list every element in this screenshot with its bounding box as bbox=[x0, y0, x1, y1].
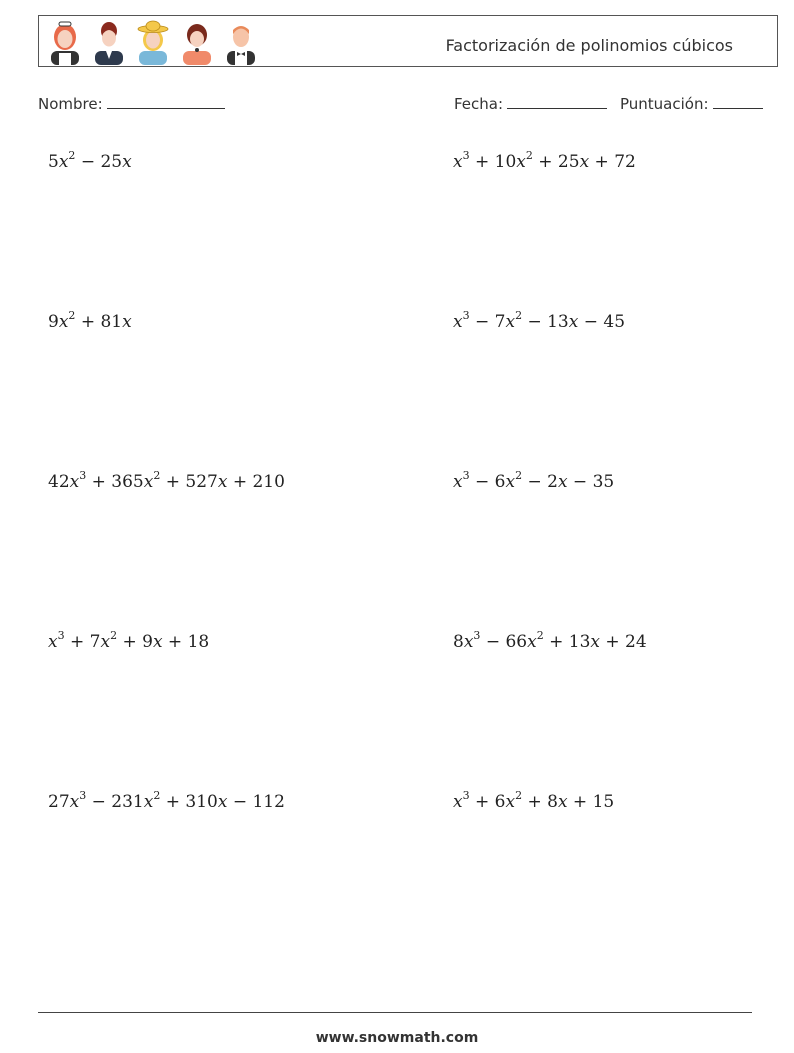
worksheet-title: Factorización de polinomios cúbicos bbox=[445, 36, 733, 55]
variable: x bbox=[69, 472, 80, 492]
term-text: + 7 bbox=[64, 632, 101, 652]
variable: x bbox=[463, 632, 474, 652]
exponent: 2 bbox=[515, 789, 523, 802]
exponent: 3 bbox=[462, 789, 470, 802]
exponent: 2 bbox=[153, 469, 161, 482]
term-text: − 112 bbox=[227, 792, 285, 812]
term-text: − 66 bbox=[480, 632, 528, 652]
problem-10 bbox=[453, 789, 615, 812]
avatar-waiter-icon bbox=[223, 19, 259, 65]
exponent: 2 bbox=[68, 149, 76, 162]
exponent: 3 bbox=[462, 309, 470, 322]
term-text: − 45 bbox=[578, 312, 626, 332]
exponent: 2 bbox=[68, 309, 76, 322]
term-text: + 10 bbox=[469, 152, 517, 172]
score-label: Puntuación: bbox=[620, 95, 709, 113]
avatar-maid-icon bbox=[47, 19, 83, 65]
variable: x bbox=[505, 312, 516, 332]
variable: x bbox=[557, 792, 568, 812]
date-label: Fecha: bbox=[454, 95, 504, 113]
avatar-woman-icon bbox=[91, 19, 127, 65]
variable: x bbox=[505, 472, 516, 492]
problem-2 bbox=[453, 149, 636, 172]
problem-9 bbox=[48, 789, 285, 812]
variable: x bbox=[505, 792, 516, 812]
exponent: 2 bbox=[525, 149, 533, 162]
score-blank[interactable] bbox=[713, 94, 763, 109]
term-text: 9 bbox=[48, 312, 59, 332]
term-text: + 310 bbox=[160, 792, 218, 812]
variable: x bbox=[217, 472, 228, 492]
term-text: 42 bbox=[48, 472, 70, 492]
term-text: + 81 bbox=[75, 312, 123, 332]
exponent: 2 bbox=[110, 629, 118, 642]
exponent: 2 bbox=[515, 309, 523, 322]
problem-3 bbox=[48, 309, 132, 332]
term-text: + 25 bbox=[532, 152, 580, 172]
variable: x bbox=[143, 792, 154, 812]
footer-divider bbox=[38, 1012, 752, 1013]
term-text: − 2 bbox=[522, 472, 558, 492]
term-text: + 210 bbox=[227, 472, 285, 492]
term-text: − 25 bbox=[75, 152, 123, 172]
variable: x bbox=[453, 472, 463, 492]
problem-4 bbox=[453, 309, 626, 332]
term-text: − 35 bbox=[567, 472, 615, 492]
term-text: + 9 bbox=[117, 632, 153, 652]
term-text: − 7 bbox=[469, 312, 506, 332]
exponent: 3 bbox=[57, 629, 65, 642]
variable: x bbox=[217, 792, 228, 812]
term-text: 8 bbox=[453, 632, 464, 652]
term-text: + 6 bbox=[469, 792, 506, 812]
term-text: + 13 bbox=[543, 632, 591, 652]
exponent: 2 bbox=[153, 789, 161, 802]
term-text: + 24 bbox=[599, 632, 647, 652]
avatar-farmer-icon bbox=[135, 19, 171, 65]
term-text: − 231 bbox=[86, 792, 144, 812]
problem-1 bbox=[48, 149, 132, 172]
problem-5 bbox=[48, 469, 285, 492]
term-text: + 527 bbox=[160, 472, 218, 492]
exponent: 3 bbox=[462, 469, 470, 482]
variable: x bbox=[453, 312, 463, 332]
variable: x bbox=[100, 632, 111, 652]
problem-8 bbox=[453, 629, 647, 652]
variable: x bbox=[568, 312, 579, 332]
term-text: + 8 bbox=[522, 792, 558, 812]
date-field bbox=[454, 94, 607, 113]
problem-6 bbox=[453, 469, 615, 492]
exponent: 3 bbox=[473, 629, 481, 642]
variable: x bbox=[527, 632, 537, 652]
variable: x bbox=[122, 312, 132, 332]
variable: x bbox=[58, 152, 69, 172]
variable: x bbox=[69, 792, 80, 812]
variable: x bbox=[58, 312, 69, 332]
variable: x bbox=[453, 792, 463, 812]
term-text: 27 bbox=[48, 792, 70, 812]
avatar-girl-icon bbox=[179, 19, 215, 65]
exponent: 3 bbox=[462, 149, 470, 162]
variable: x bbox=[579, 152, 590, 172]
name-blank[interactable] bbox=[107, 94, 225, 109]
variable: x bbox=[453, 152, 463, 172]
date-blank[interactable] bbox=[507, 94, 607, 109]
footer-url: www.snowmath.com bbox=[315, 1030, 479, 1046]
exponent: 2 bbox=[515, 469, 523, 482]
score-field bbox=[620, 94, 763, 113]
variable: x bbox=[152, 632, 163, 652]
worksheet-header bbox=[38, 15, 778, 67]
variable: x bbox=[516, 152, 526, 172]
variable: x bbox=[557, 472, 568, 492]
exponent: 3 bbox=[79, 469, 87, 482]
term-text: + 72 bbox=[589, 152, 636, 172]
variable: x bbox=[48, 632, 58, 652]
name-label: Nombre: bbox=[38, 95, 103, 113]
term-text: + 365 bbox=[86, 472, 144, 492]
exponent: 2 bbox=[536, 629, 544, 642]
term-text: − 13 bbox=[522, 312, 569, 332]
name-field bbox=[38, 94, 225, 113]
exponent: 3 bbox=[79, 789, 87, 802]
variable: x bbox=[143, 472, 154, 492]
term-text: + 15 bbox=[567, 792, 615, 812]
problem-7 bbox=[48, 629, 210, 652]
term-text: − 6 bbox=[469, 472, 506, 492]
variable: x bbox=[122, 152, 132, 172]
variable: x bbox=[590, 632, 600, 652]
term-text: + 18 bbox=[162, 632, 210, 652]
term-text: 5 bbox=[48, 152, 59, 172]
